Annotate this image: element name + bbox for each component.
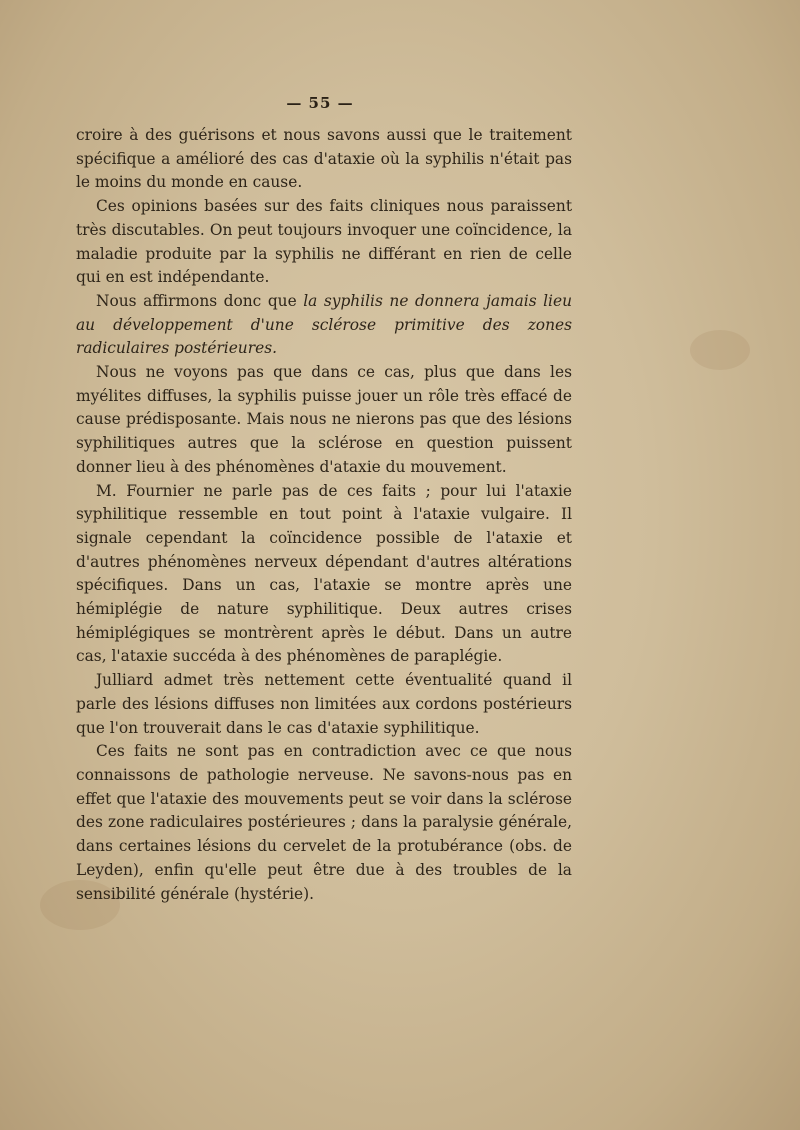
paragraph: M. Fournier ne parle pas de ces faits ; pour lui l'ataxie syphilitique ressemble en tout point à l'ataxie vulgaire. Il signale cependant la coïncidence possible de l'ataxie et d'autres phénomènes nerveux dépendant d'autres altérations spécifiques. Dans un cas, l'ataxie se montre après une hémiplégie de nature syphilitique. Deux autres crises hémiplégiques se montrèrent après le début. Dans un autre cas, l'ataxie succéda à des phénomènes de paraplégie.	[76, 481, 572, 666]
paragraph-emphasis	[76, 290, 572, 361]
body-text	[76, 124, 572, 906]
paragraph: Ces opinions basées sur des faits cliniques nous paraissent très discutables. On peut toujours invoquer une coïncidence, la maladie produite par la syphilis ne différant en rien de celle qui en est indépendante.	[76, 197, 572, 287]
paragraph: Julliard admet très nettement cette éventualité quand il parle des lésions diffuses non limitées aux cordons postérieurs que l'on trouverait dans le cas d'ataxie syphilitique.	[76, 671, 572, 737]
paragraph-lead-text: Nous affirmons donc que	[96, 291, 304, 310]
italic-thesis: la syphilis ne donnera jamais lieu au développement d'une sclérose primitive des zones radiculaires postérieures.	[76, 291, 572, 358]
paragraph: Ces faits ne sont pas en contradiction avec ce que nous connaissons de pathologie nerveuse. Ne savons-nous pas en effet que l'ataxie des mouvements peut se voir dans la sclérose des zone radiculaires postérieures ; dans la paralysie générale, dans certaines lésions du cervelet de la protubérance (obs. de Leyden), enfin qu'elle peut être due à des troubles de la sensibilité générale (hystérie).	[76, 742, 572, 903]
paragraph: croire à des guérisons et nous savons aussi que le traitement spécifique a amélioré des cas d'ataxie où la syphilis n'était pas le moins du monde en cause.	[76, 126, 572, 192]
paper-stain	[690, 330, 750, 370]
page-number: — 55 —	[286, 94, 354, 112]
paragraph: Nous ne voyons pas que dans ce cas, plus que dans les myélites diffuses, la syphilis puisse jouer un rôle très effacé de cause prédisposante. Mais nous ne nierons pas que des lésions syphilitiques autres que la sclérose en question puissent donner lieu à des phénomènes d'ataxie du mouvement.	[76, 363, 572, 476]
